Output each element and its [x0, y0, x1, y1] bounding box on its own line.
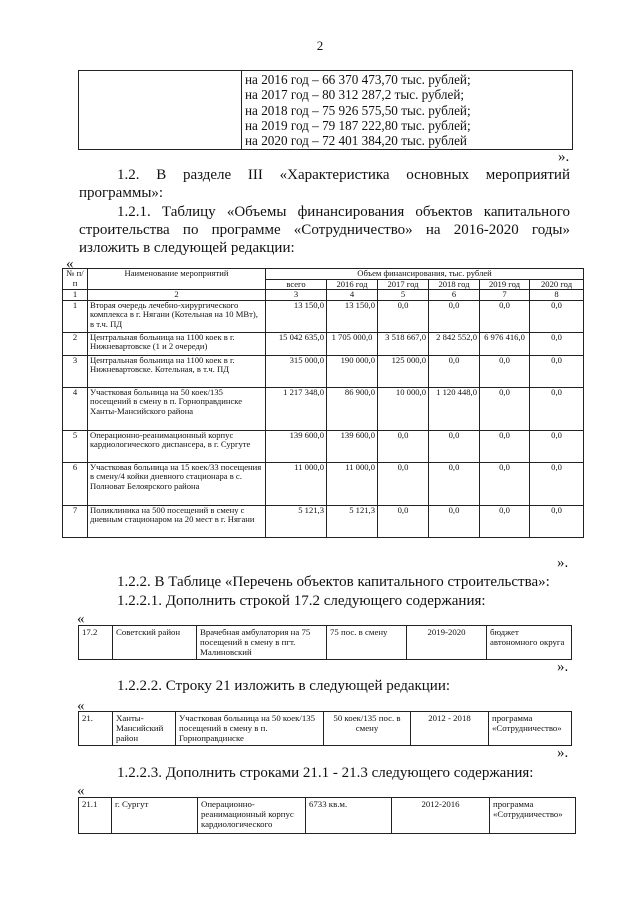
- col-num: 8: [530, 290, 584, 301]
- row-21-1-table: [78, 797, 576, 834]
- cell-object: Операционно-реанимационный корпус кардиологического: [198, 798, 306, 834]
- section-1-2-line1: [117, 166, 570, 185]
- word: 1.2.: [117, 167, 140, 183]
- value-cell: 0,0: [480, 430, 530, 462]
- open-quote: «: [66, 256, 74, 272]
- funding-line: на 2019 год – 79 187 222,80 тыс. рублей;: [245, 117, 471, 133]
- header-total: всего: [266, 279, 327, 290]
- table-row: [63, 462, 584, 505]
- value-cell: 0,0: [378, 300, 429, 332]
- value-cell: 0,0: [378, 505, 429, 537]
- value-cell: 0,0: [530, 462, 584, 505]
- table-row: [63, 387, 584, 430]
- row-name: Центральная больница на 1100 коек в г. Нижневартовске (1 и 2 очереди): [88, 332, 266, 355]
- section-1-2-2-2: 1.2.2.2. Строку 21 изложить в следующей редакции:: [117, 678, 451, 694]
- word: III: [247, 167, 263, 183]
- funding-line: на 2016 год – 66 370 473,70 тыс. рублей;: [245, 72, 471, 87]
- value-cell: 3 518 667,0: [378, 332, 429, 355]
- value-cell: 13 150,0: [327, 300, 378, 332]
- col-num: 3: [266, 290, 327, 301]
- word: «Характеристика: [279, 167, 390, 183]
- column-number-row: [63, 290, 584, 301]
- row-no: 7: [63, 505, 88, 537]
- open-quote: «: [77, 611, 85, 627]
- row-no: 6: [63, 462, 88, 505]
- close-quote: ».: [557, 659, 569, 675]
- table-row: [63, 505, 584, 537]
- funding-line: на 2017 год – 80 312 287,2 тыс. рублей;: [245, 87, 465, 103]
- section-1-2-1-line3: изложить в следующей редакции:: [79, 240, 295, 256]
- funding-line: на 2018 год – 75 926 575,50 тыс. рублей;: [245, 102, 471, 118]
- cell-district: г. Сургут: [112, 798, 198, 834]
- table-row: [79, 626, 572, 660]
- section-1-2-2-1: 1.2.2.1. Дополнить строкой 17.2 следующего содержания:: [117, 593, 486, 609]
- row-name: Операционно-реанимационный корпус кардиологического диспансера, в г. Сургуте: [88, 430, 266, 462]
- table-row: [63, 332, 584, 355]
- value-cell: 0,0: [530, 505, 584, 537]
- value-cell: 86 900,0: [327, 387, 378, 430]
- cell-object: Участковая больница на 50 коек/135 посещений в смену в п. Горноправдинске: [176, 712, 324, 746]
- table-row: [63, 355, 584, 387]
- row-no: 1: [63, 300, 88, 332]
- cell-capacity: 6733 кв.м.: [306, 798, 392, 834]
- value-cell: 1 217 348,0: [266, 387, 327, 430]
- header-2018: 2018 год: [429, 279, 480, 290]
- funding-empty-cell: [79, 71, 242, 150]
- value-cell: 0,0: [480, 505, 530, 537]
- table-row: [79, 712, 572, 746]
- value-cell: 5 121,3: [327, 505, 378, 537]
- section-1-2-1-line2: строительства по программе «Сотрудничество» на 2016-2020 годы»: [79, 222, 570, 238]
- funding-lines-cell: [242, 71, 573, 150]
- value-cell: 0,0: [429, 462, 480, 505]
- col-num: 5: [378, 290, 429, 301]
- section-1-2-1-line1: 1.2.1. Таблицу «Объемы финансирования объектов капитального: [117, 204, 570, 220]
- cell-number: 17.2: [79, 626, 113, 660]
- cell-source: программа «Сотрудничество»: [490, 798, 576, 834]
- word: В: [156, 167, 167, 183]
- cell-capacity: 50 коек/135 пос. в смену: [324, 712, 411, 746]
- value-cell: 0,0: [429, 355, 480, 387]
- value-cell: 139 600,0: [327, 430, 378, 462]
- row-name: Центральная больница на 1100 коек в г. Нижневартовске. Котельная, в т.ч. ПД: [88, 355, 266, 387]
- value-cell: 0,0: [530, 430, 584, 462]
- value-cell: 0,0: [480, 300, 530, 332]
- cell-source: бюджет автономного округа: [487, 626, 572, 660]
- row-21-table: [78, 711, 572, 746]
- row-no: 2: [63, 332, 88, 355]
- page-number: 2: [316, 38, 324, 53]
- row-17-2-table: [78, 625, 572, 660]
- close-quote: ».: [558, 149, 570, 165]
- value-cell: 0,0: [530, 387, 584, 430]
- value-cell: 0,0: [530, 332, 584, 355]
- row-name: Поликлиника на 500 посещений в смену с дневным стационаром на 20 мест в г. Нягани: [88, 505, 266, 537]
- value-cell: 125 000,0: [378, 355, 429, 387]
- header-name: Наименование мероприятий: [88, 269, 266, 290]
- row-no: 5: [63, 430, 88, 462]
- value-cell: 1 120 448,0: [429, 387, 480, 430]
- cell-district: Ханты-Мансийский район: [113, 712, 176, 746]
- financing-table: [62, 268, 584, 538]
- row-name: Участковая больница на 15 коек/33 посещения в смену/4 койки дневного стационара в с. Полноват Белоярского района: [88, 462, 266, 505]
- value-cell: 139 600,0: [266, 430, 327, 462]
- section-1-2-line2: программы»:: [79, 185, 164, 201]
- header-no: № п/п: [63, 269, 88, 290]
- section-1-2-2: 1.2.2. В Таблице «Перечень объектов капитального строительства»:: [117, 574, 550, 590]
- cell-number: 21.1: [79, 798, 112, 834]
- col-num: 7: [480, 290, 530, 301]
- word: основных: [406, 167, 470, 183]
- value-cell: 0,0: [378, 462, 429, 505]
- value-cell: 0,0: [530, 300, 584, 332]
- close-quote: ».: [557, 555, 569, 571]
- table-row: [63, 430, 584, 462]
- row-no: 3: [63, 355, 88, 387]
- value-cell: 0,0: [480, 355, 530, 387]
- cell-district: Советский район: [113, 626, 197, 660]
- header-volume: Объем финансирования, тыс. рублей: [266, 269, 584, 280]
- header-2019: 2019 год: [480, 279, 530, 290]
- value-cell: 0,0: [429, 430, 480, 462]
- row-name: Участковая больница на 50 коек/135 посещений в смену в п. Горноправдинске Ханты-Мансийского района: [88, 387, 266, 430]
- value-cell: 1 705 000,0: [327, 332, 378, 355]
- row-no: 4: [63, 387, 88, 430]
- word: мероприятий: [485, 167, 570, 183]
- section-1-2-2-3: 1.2.2.3. Дополнить строками 21.1 - 21.3 следующего содержания:: [117, 765, 534, 781]
- col-num: 1: [63, 290, 88, 301]
- value-cell: 0,0: [480, 387, 530, 430]
- value-cell: 0,0: [429, 300, 480, 332]
- header-2017: 2017 год: [378, 279, 429, 290]
- table-row: [79, 798, 576, 834]
- funding-table: [78, 70, 573, 150]
- col-num: 4: [327, 290, 378, 301]
- cell-source: программа «Сотрудничество»: [489, 712, 572, 746]
- table-row: [63, 300, 584, 332]
- funding-line: на 2020 год – 72 401 384,20 тыс. рублей: [245, 133, 467, 149]
- value-cell: 190 000,0: [327, 355, 378, 387]
- value-cell: 5 121,3: [266, 505, 327, 537]
- cell-object: Врачебная амбулатория на 75 посещений в смену в пгт. Малиновский: [197, 626, 327, 660]
- value-cell: 11 000,0: [266, 462, 327, 505]
- value-cell: 0,0: [480, 462, 530, 505]
- cell-period: 2012-2016: [392, 798, 490, 834]
- cell-period: 2019-2020: [407, 626, 487, 660]
- cell-period: 2012 - 2018: [411, 712, 489, 746]
- row-name: Вторая очередь лечебно-хирургического комплекса в г. Нягани (Котельная на 10 МВт), в т.ч. ПД: [88, 300, 266, 332]
- value-cell: 11 000,0: [327, 462, 378, 505]
- cell-capacity: 75 пос. в смену: [327, 626, 407, 660]
- open-quote: «: [77, 698, 85, 714]
- value-cell: 13 150,0: [266, 300, 327, 332]
- value-cell: 0,0: [429, 505, 480, 537]
- col-num: 2: [88, 290, 266, 301]
- value-cell: 0,0: [530, 355, 584, 387]
- col-num: 6: [429, 290, 480, 301]
- value-cell: 0,0: [378, 430, 429, 462]
- word: разделе: [182, 167, 232, 183]
- value-cell: 15 042 635,0: [266, 332, 327, 355]
- value-cell: 6 976 416,0: [480, 332, 530, 355]
- header-2016: 2016 год: [327, 279, 378, 290]
- close-quote: ».: [557, 745, 569, 761]
- header-2020: 2020 год: [530, 279, 584, 290]
- value-cell: 10 000,0: [378, 387, 429, 430]
- open-quote: «: [77, 783, 85, 799]
- value-cell: 2 842 552,0: [429, 332, 480, 355]
- value-cell: 315 000,0: [266, 355, 327, 387]
- cell-number: 21.: [79, 712, 113, 746]
